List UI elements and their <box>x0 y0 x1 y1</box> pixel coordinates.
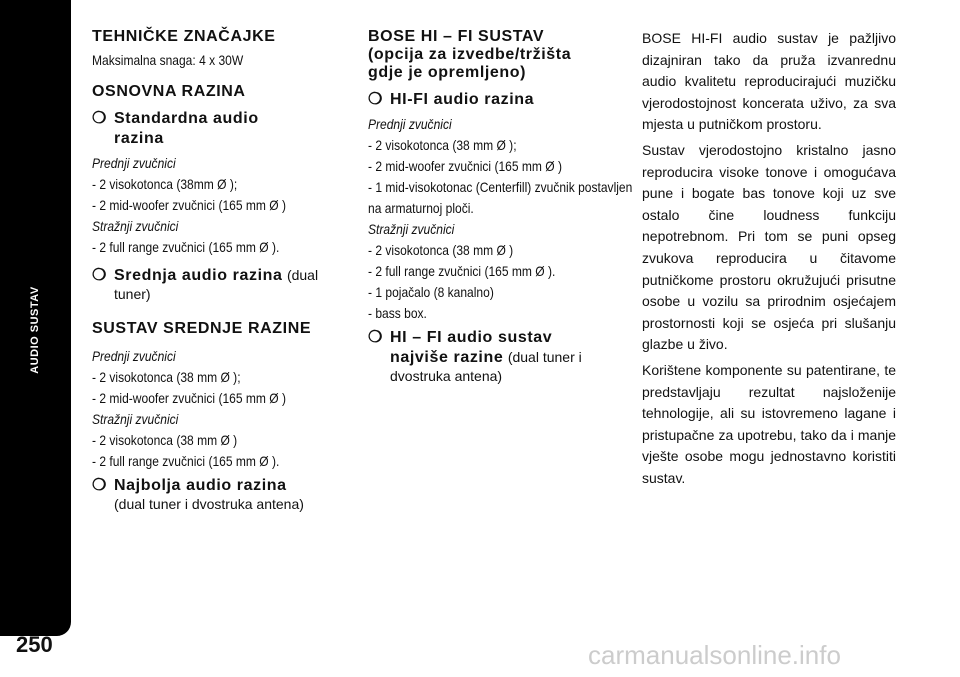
spec-line: - 2 visokotonca (38 mm Ø ) <box>368 242 514 258</box>
spec-line: na armaturnoj ploči. <box>368 200 474 216</box>
bullet-icon: ❍ <box>92 267 107 284</box>
bullet-standard: ❍ Standardna audio razina <box>92 110 259 147</box>
spec-line: - bass box. <box>368 305 427 321</box>
spec-line: - 2 visokotonca (38 mm Ø ); <box>368 137 517 153</box>
bullet-icon: ❍ <box>92 477 107 494</box>
page-number: 250 <box>16 632 53 657</box>
heading-bose: BOSE HI – FI SUSTAV <box>368 28 545 45</box>
bullet-medium: ❍ Srednja audio razina (dual tuner) <box>92 267 319 302</box>
section-label: AUDIO SUSTAV <box>29 286 41 374</box>
bullet-icon: ❍ <box>368 329 383 346</box>
front-speakers-label: Prednji zvučnici <box>92 155 176 171</box>
bullet-icon: ❍ <box>368 91 383 108</box>
column-2: BOSE HI – FI SUSTAV (opcija za izvedbe/tržišta gdje je opremljeno) ❍ HI-FI audio razina Prednji zvučnici - 2 visokotonca (38 mm Ø ); - 2 mid-woofer zvučnici (165 mm Ø ) - 1 mid-visokotonac (Centerfill) zvučnik postavljen na armaturnoj ploči. Stražnji zvučnici - 2 visokotonca (38 mm Ø ) - 2 full range zvučnici (165 mm Ø ). - 1 pojačalo (8 kanalno) - bass box. ❍ HI – FI audio sustav najviše razine (dual tuner i dvostruka antena) <box>368 28 633 384</box>
spec-line: - 2 visokotonca (38 mm Ø ) <box>92 432 238 448</box>
heading-basic-level: OSNOVNA RAZINA <box>92 83 246 100</box>
bullet-best: ❍ Najbolja audio razina (dual tuner i dvostruka antena) <box>92 477 304 512</box>
spec-line: - 1 pojačalo (8 kanalno) <box>368 284 494 300</box>
front-speakers-label: Prednji zvučnici <box>368 116 452 132</box>
sidebar <box>0 0 71 636</box>
rear-speakers-label: Stražnji zvučnici <box>92 411 179 427</box>
bullet-icon: ❍ <box>92 110 107 127</box>
spec-line: - 2 full range zvučnici (165 mm Ø ). <box>92 453 280 469</box>
rear-speakers-label: Stražnji zvučnici <box>92 218 179 234</box>
heading-technical: TEHNIČKE ZNAČAJKE <box>92 28 276 45</box>
spec-line: - 2 full range zvučnici (165 mm Ø ). <box>92 239 280 255</box>
paragraph: Sustav vjerodostojno kristalno jasno reproducira visoke tonove i omogućava pune i bogate bas tonove koji uz sve ostalo čine loudness funkciju nepotrebnom. Pri tom se puni opseg zvukova reproducira u čitavome putničkome prostoru okružujući prisutne osobe u vozilu sa prirodnim osjećajem prostornosti koji se osjeća pri slušanju glazbe u živo. <box>642 141 896 353</box>
spec-line: - 1 mid-visokotonac (Centerfill) zvučnik postavljen <box>368 179 633 195</box>
rear-speakers-label: Stražnji zvučnici <box>368 221 455 237</box>
bullet-hifi-top: ❍ HI – FI audio sustav najviše razine (dual tuner i dvostruka antena) <box>368 329 582 384</box>
bullet-hifi: ❍ HI-FI audio razina <box>368 91 535 108</box>
paragraph: BOSE HI-FI audio sustav je pažljivo dizajniran tako da pruža izvanrednu audio kvalitetu reproducirajući muzičku vjerodostojnost koncerata uživo, za sva mjesta u putničkom prostoru. <box>642 30 896 133</box>
spec-line: - 2 visokotonca (38 mm Ø ); <box>92 369 241 385</box>
column-3 <box>642 28 896 489</box>
spec-line: - 2 mid-woofer zvučnici (165 mm Ø ) <box>92 197 287 213</box>
paragraph: Korištene komponente su patentirane, te predstavljaju rezultat najsloženije tehnologije, ali su istovremeno lagane i pristupačne za upotrebu, tako da i manje vješte osobe mogu jednostavno koristiti sustav. <box>642 361 896 486</box>
front-speakers-label: Prednji zvučnici <box>92 348 176 364</box>
power-text: Maksimalna snaga: 4 x 30W <box>92 52 244 68</box>
column-1 <box>92 28 350 512</box>
spec-line: - 2 mid-woofer zvučnici (165 mm Ø ) <box>368 158 563 174</box>
spec-line: - 2 mid-woofer zvučnici (165 mm Ø ) <box>92 390 287 406</box>
spec-line: - 2 visokotonca (38mm Ø ); <box>92 176 238 192</box>
spec-line: - 2 full range zvučnici (165 mm Ø ). <box>368 263 556 279</box>
heading-medium-system: SUSTAV SREDNJE RAZINE <box>92 320 312 337</box>
watermark: carmanualsonline.info <box>588 640 841 670</box>
